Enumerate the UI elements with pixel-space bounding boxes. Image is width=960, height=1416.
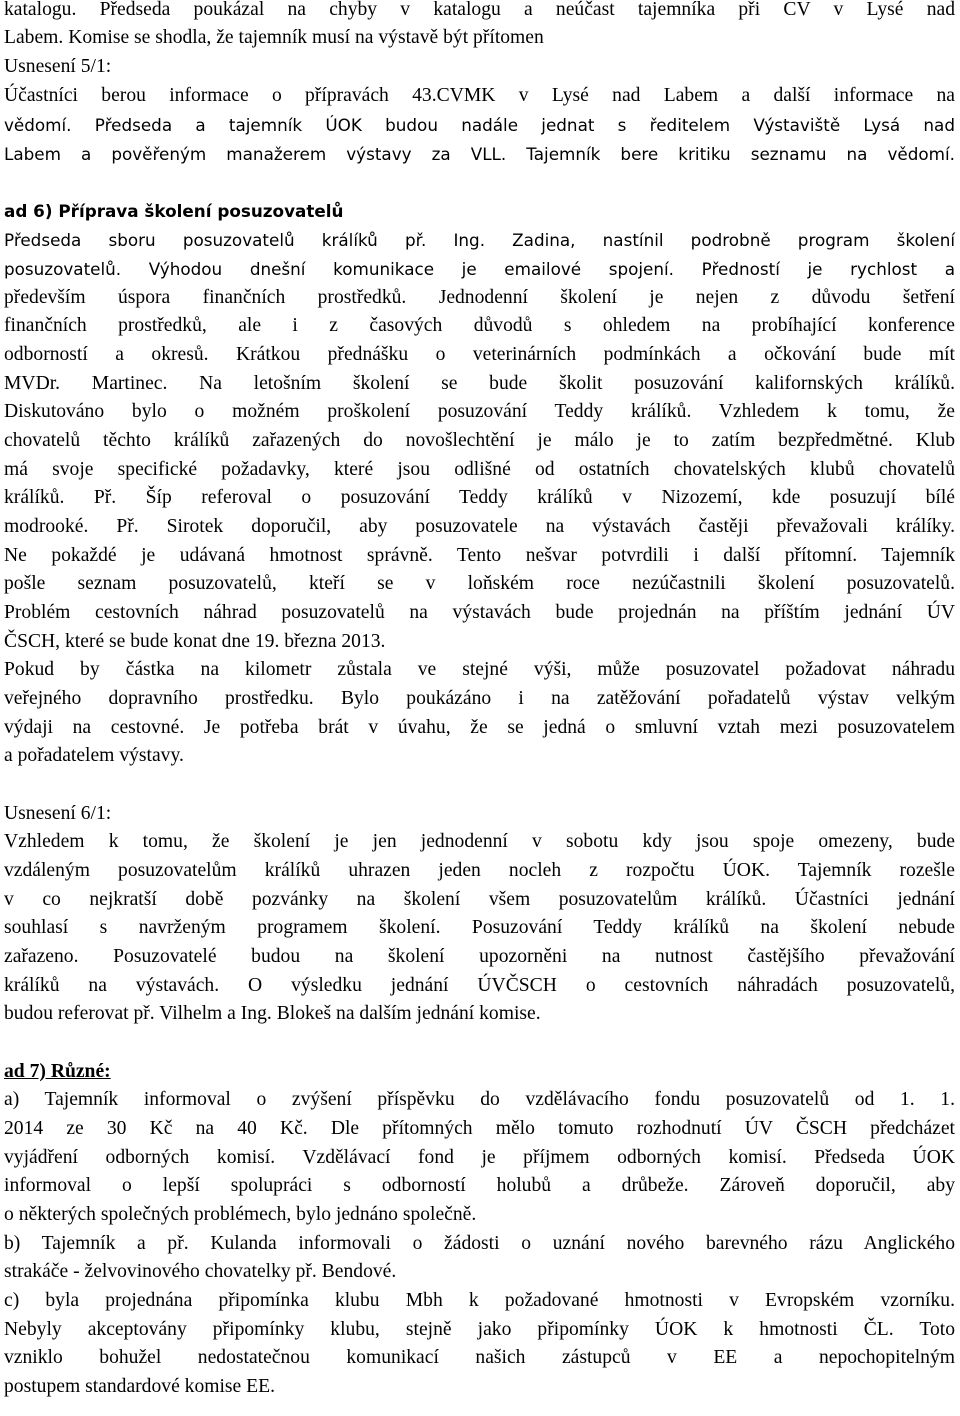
paragraph-line: o některých společných problémech, bylo jednáno společně. <box>4 1204 477 1225</box>
paragraph-line: postupem standardové komise EE. <box>4 1376 275 1397</box>
paragraph-line: Diskutováno bylo o možném proškolení posuzování Teddy králíků. Vzhledem k tomu, že <box>4 401 955 422</box>
paragraph-line: souhlasí s navrženým programem školení. Posuzování Teddy králíků na školení nebude <box>4 917 955 938</box>
paragraph-line: v co nejkratší době pozvánky na školení všem posuzovatelům králíků. Účastníci jednání <box>4 889 955 910</box>
paragraph-line: ČSCH, které se bude konat dne 19. března 2013. <box>4 631 386 652</box>
paragraph-line: Labem. Komise se shodla, že tajemník musí na výstavě být přítomen <box>4 27 544 48</box>
paragraph-line: Pokud by částka na kilometr zůstala ve stejné výši, může posuzovatel požadovat náhradu <box>4 659 955 680</box>
paragraph-line: vzniklo bohužel nedostatečnou komunikací našich zástupců v EE a nepochopitelným <box>4 1347 955 1368</box>
paragraph-line: katalogu. Předseda poukázal na chyby v katalogu a neúčast tajemníka při CV v Lysé nad <box>4 0 955 20</box>
paragraph-line: posuzovatelů. Výhodou dnešní komunikace je emailové spojení. Předností je rychlost a <box>4 259 955 279</box>
section-heading: ad 7) Různé: <box>4 1061 111 1082</box>
paragraph-line: odborností a okresů. Krátkou přednášku o veterinárních podmínkách a očkování bude mít <box>4 344 955 365</box>
paragraph-line: pošle seznam posuzovatelů, kteří se v loňském roce nezúčastnili školení posuzovatelů. <box>4 573 955 594</box>
paragraph-line: Nebyly akceptovány připomínky klubu, stejně jako připomínky ÚOK k hmotnosti ČL. Toto <box>4 1319 955 1340</box>
paragraph-line: Problém cestovních náhrad posuzovatelů na výstavách bude projednán na příštím jednání ÚV <box>4 602 955 623</box>
paragraph-line: Účastníci berou informace o přípravách 43.CVMK v Lysé nad Labem a další informace na <box>4 85 955 106</box>
paragraph-line: Labem a pověřeným manažerem výstavy za VLL. Tajemník bere kritiku seznamu na vědomí. <box>4 144 955 164</box>
paragraph-line: vyjádření odborných komisí. Vzdělávací fond je příjmem odborných komisí. Předseda ÚOK <box>4 1147 955 1168</box>
paragraph-line: finančních prostředků, ale i z časových důvodů s ohledem na probíhající konference <box>4 315 955 336</box>
paragraph-line: chovatelů těchto králíků zařazených do novošlechtění je málo je to zatím bezpředmětné. Klub <box>4 430 955 451</box>
paragraph-line: 2014 ze 30 Kč na 40 Kč. Dle přítomných mělo tomuto rozhodnutí ÚV ČSCH předcházet <box>4 1118 955 1139</box>
paragraph-line: Předseda sboru posuzovatelů králíků př. Ing. Zadina, nastínil podrobně program školení <box>4 230 955 250</box>
paragraph-line: veřejného dopravního prostředku. Bylo poukázáno i na zatěžování pořadatelů výstav velkým <box>4 688 955 709</box>
section-heading: ad 6) Příprava školení posuzovatelů <box>4 201 344 221</box>
resolution-heading: Usnesení 5/1: <box>4 56 112 77</box>
paragraph-line: budou referovat př. Vilhelm a Ing. Blokeš na dalším jednání komise. <box>4 1003 541 1024</box>
paragraph-line: výdaji na cestovné. Je potřeba brát v úvahu, že se jedná o smluvní vztah mezi posuzovatelem <box>4 717 955 738</box>
paragraph-line: a pořadatelem výstavy. <box>4 745 184 766</box>
paragraph-line: králíků na výstavách. O výsledku jednání ÚVČSCH o cestovních náhradách posuzovatelů, <box>4 975 955 996</box>
paragraph-line: a) Tajemník informoval o zvýšení příspěvku do vzdělávacího fondu posuzovatelů od 1. 1. <box>4 1089 955 1110</box>
paragraph-line: MVDr. Martinec. Na letošním školení se bude školit posuzování kalifornských králíků. <box>4 373 955 394</box>
paragraph-line: c) byla projednána připomínka klubu Mbh k požadované hmotnosti v Evropském vzorníku. <box>4 1290 955 1311</box>
paragraph-line: informoval o lepší spolupráci s odborností holubů a drůbeže. Zároveň doporučil, aby <box>4 1175 955 1196</box>
paragraph-line: strakáče - želvovinového chovatelky př. Bendové. <box>4 1261 397 1282</box>
resolution-heading: Usnesení 6/1: <box>4 803 112 824</box>
paragraph-line: zařazeno. Posuzovatelé budou na školení upozorněni na nutnost častějšího převažování <box>4 946 955 967</box>
paragraph-line: vědomí. Předseda a tajemník ÚOK budou nadále jednat s ředitelem Výstaviště Lysá nad <box>4 115 955 135</box>
paragraph-line: králíků. Př. Šíp referoval o posuzování Teddy králíků v Nizozemí, kde posuzují bílé <box>4 487 955 508</box>
paragraph-line: vzdáleným posuzovatelům králíků uhrazen jeden nocleh z rozpočtu ÚOK. Tajemník rozešle <box>4 860 955 881</box>
paragraph-line: Ne pokaždé je udávaná hmotnost správně. Tento nešvar potvrdili i další přítomní. Tajemník <box>4 545 955 566</box>
paragraph-line: má svoje specifické požadavky, které jsou odlišné od ostatních chovatelských klubů chovatelů <box>4 459 955 480</box>
paragraph-line: modrooké. Př. Sirotek doporučil, aby posuzovatele na výstavách častěji převažovali králíky. <box>4 516 955 537</box>
paragraph-line: b) Tajemník a př. Kulanda informovali o žádosti o uznání nového barevného rázu Anglického <box>4 1233 955 1254</box>
paragraph-line: především úspora finančních prostředků. Jednodenní školení je nejen z důvodu šetření <box>4 287 955 308</box>
paragraph-line: Vzhledem k tomu, že školení je jen jednodenní v sobotu kdy jsou spoje omezeny, bude <box>4 831 955 852</box>
